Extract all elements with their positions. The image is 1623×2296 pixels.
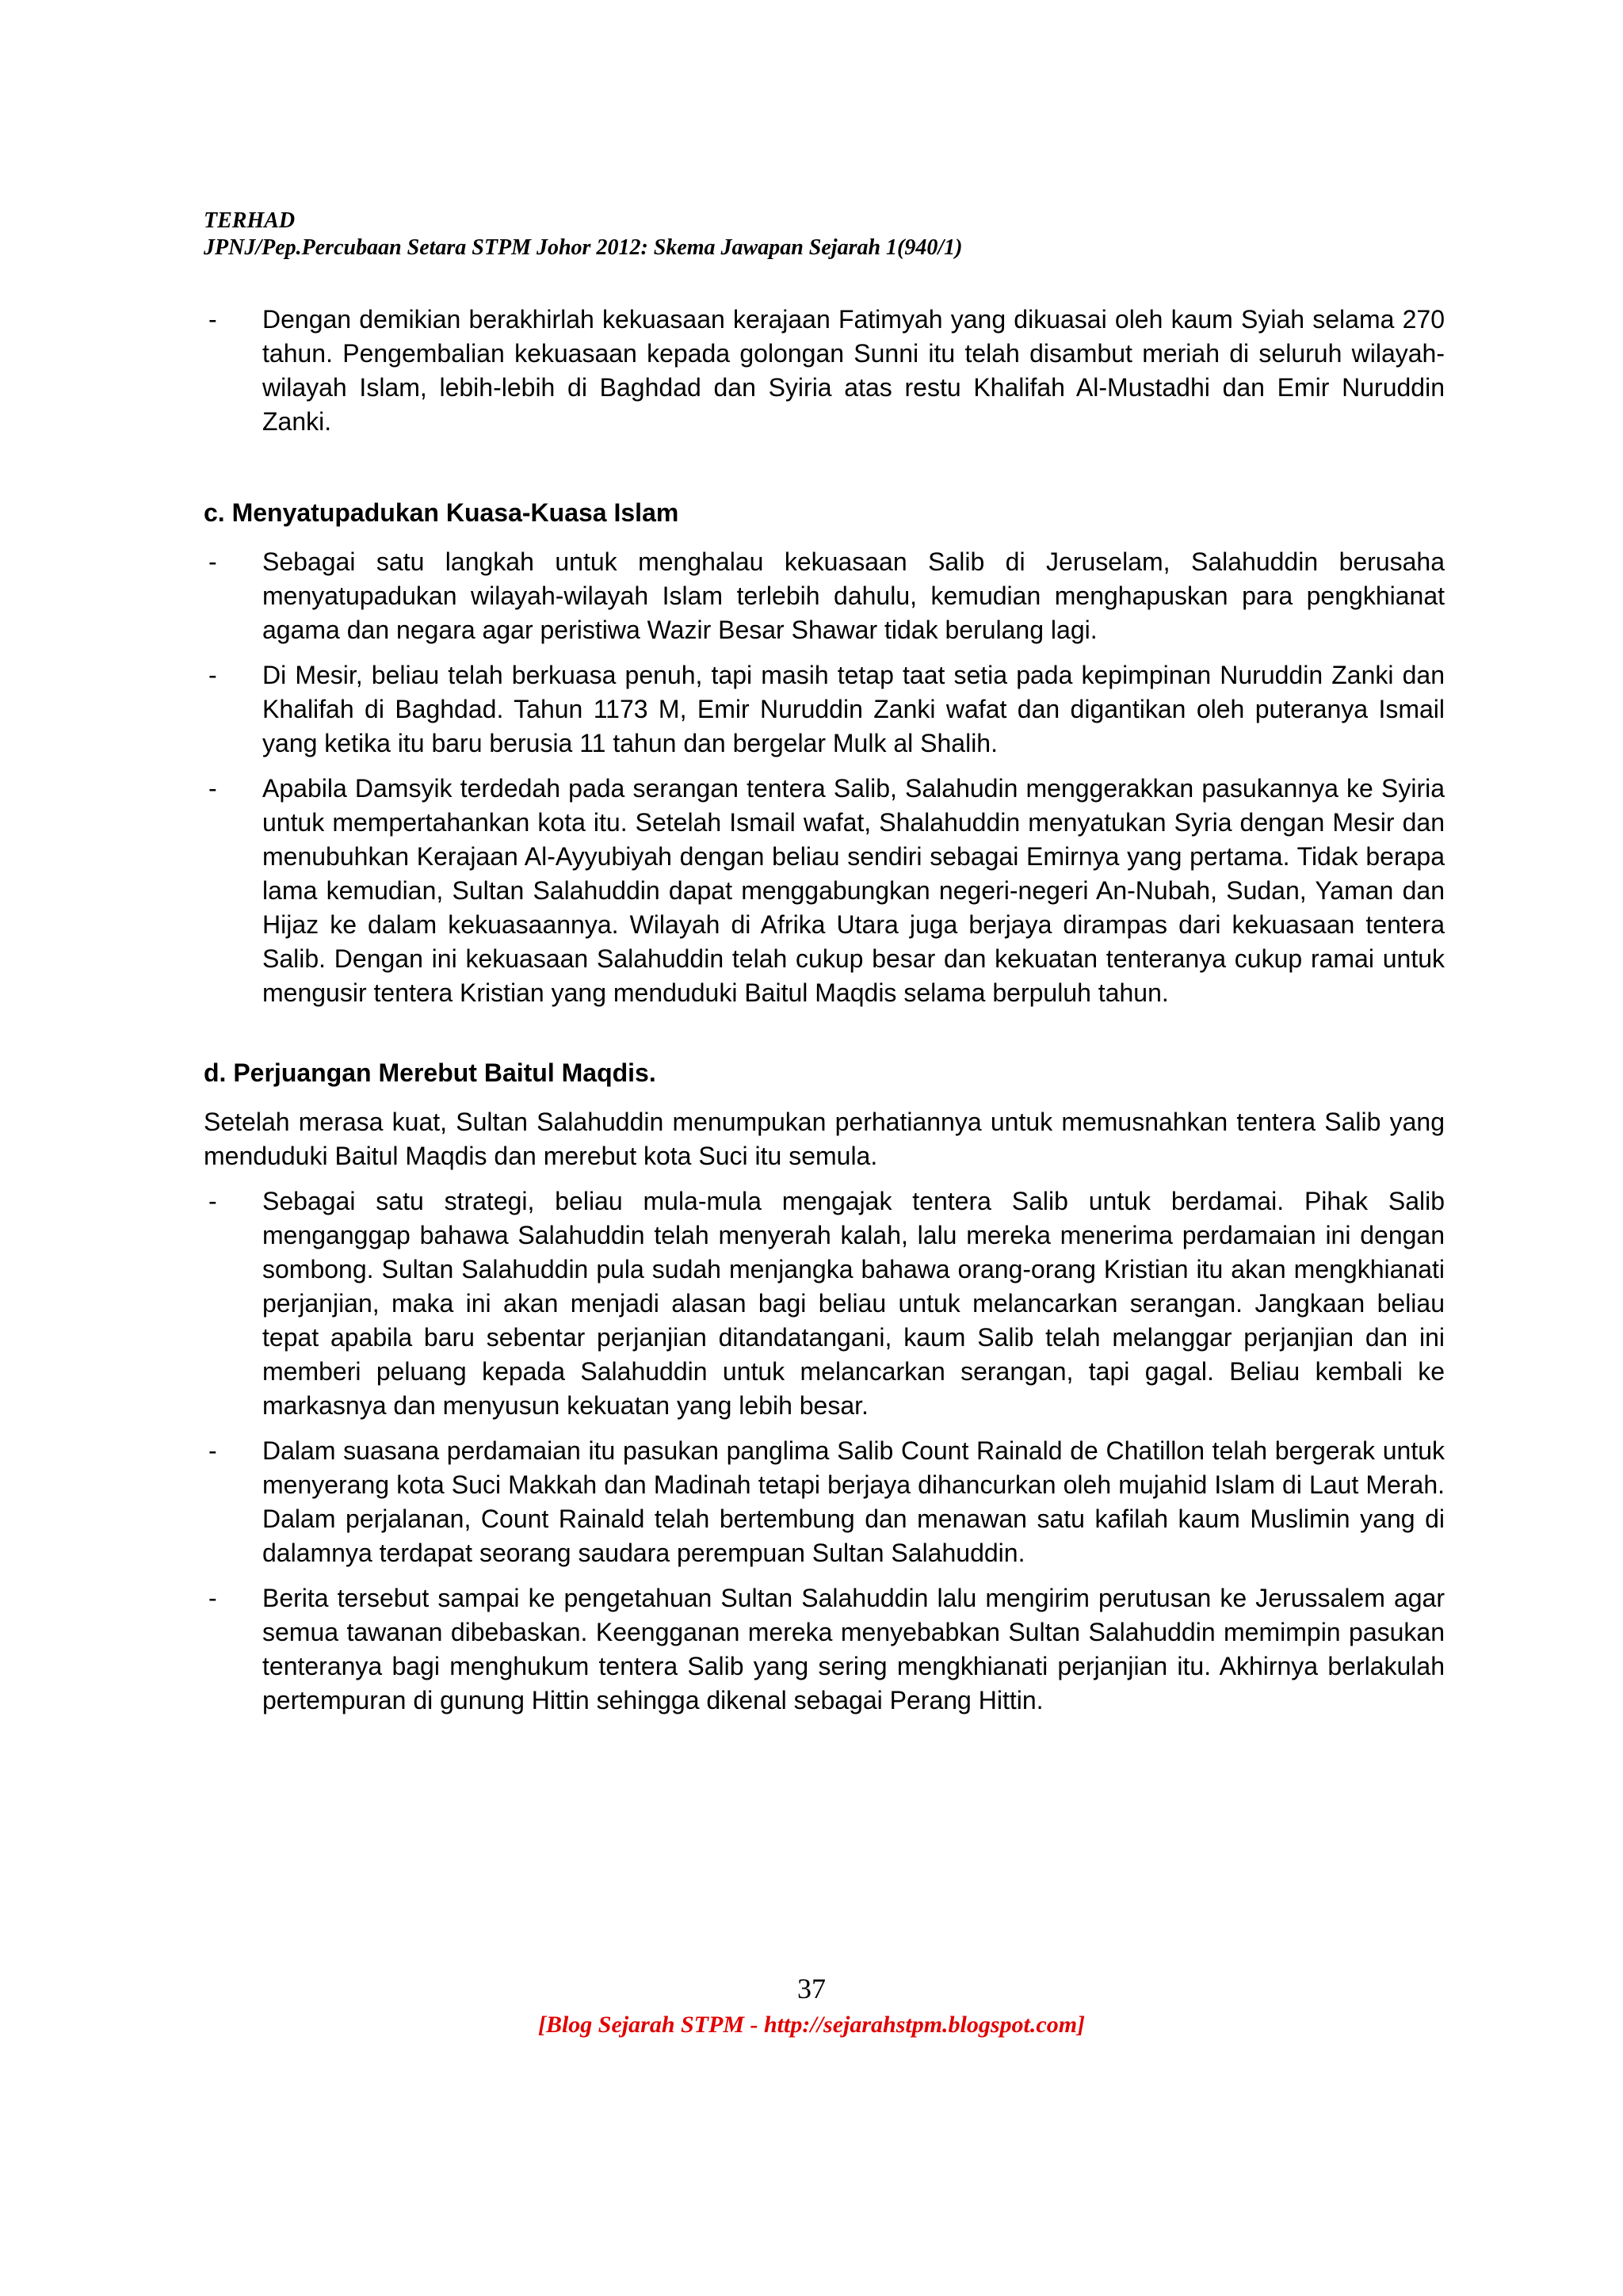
bullet-dash: - xyxy=(208,1584,217,1612)
bullet-text: Sebagai satu langkah untuk menghalau kekuasaan Salib di Jeruselam, Salahuddin berusaha menyatupadukan wilayah-wilayah Islam terlebih dahulu, kemudian menghapuskan para pengkhianat agama dan negara agar peristiwa Wazir Besar Shawar tidak berulang lagi. xyxy=(262,547,1445,644)
bullet-dash: - xyxy=(208,305,217,334)
bullet-item xyxy=(204,303,1445,439)
document-subtitle: JPNJ/Pep.Percubaan Setara STPM Johor 2012: Skema Jawapan Sejarah 1(940/1) xyxy=(204,235,963,260)
bullet-dash: - xyxy=(208,774,217,803)
bullet-text: Dengan demikian berakhirlah kekuasaan kerajaan Fatimyah yang dikuasai oleh kaum Syiah selama 270 tahun. Pengembalian kekuasaan kepada golongan Sunni itu telah disambut meriah di seluruh wilayah-wilayah Islam, lebih-lebih di Baghdad dan Syiria atas restu Khalifah Al-Mustadhi dan Emir Nuruddin Zanki. xyxy=(262,305,1445,436)
page-header xyxy=(204,208,962,261)
bullet-text: Apabila Damsyik terdedah pada serangan tentera Salib, Salahudin menggerakkan pasukannya ke Syiria untuk mempertahankan kota itu. Setelah Ismail wafat, Shalahuddin menyatukan Syria dengan Mesir dan menubuhkan Kerajaan Al-Ayyubiyah dengan beliau sendiri sebagai Emirnya yang pertama. Tidak berapa lama kemudian, Sultan Salahuddin dapat menggabungkan negeri-negeri An-Nubah, Sudan, Yaman dan Hijaz ke dalam kekuasaannya. Wilayah di Afrika Utara juga berjaya dirampas dari kekuasaan tentera Salib. Dengan ini kekuasaan Salahuddin telah cukup besar dan kekuatan tenteranya cukup ramai untuk mengusir tentera Kristian yang menduduki Baitul Maqdis selama berpuluh tahun. xyxy=(262,774,1445,1007)
blog-link[interactable]: [Blog Sejarah STPM - http://sejarahstpm.blogspot.com] xyxy=(537,2012,1086,2038)
bullet-item xyxy=(204,772,1445,1010)
classification-label: TERHAD xyxy=(204,208,296,233)
bullet-item xyxy=(204,1581,1445,1718)
page-content xyxy=(204,303,1445,1729)
bullet-item xyxy=(204,545,1445,647)
bullet-dash: - xyxy=(208,1187,217,1215)
bullet-text: Dalam suasana perdamaian itu pasukan panglima Salib Count Rainald de Chatillon telah bergerak untuk menyerang kota Suci Makkah dan Madinah tetapi berjaya dihancurkan oleh mujahid Islam di Laut Merah. Dalam perjalanan, Count Rainald telah bertembung dan menawan satu kafilah kaum Muslimin yang di dalamnya terdapat seorang saudara perempuan Sultan Salahuddin. xyxy=(262,1436,1445,1567)
bullet-item xyxy=(204,1434,1445,1570)
section-d-heading: d. Perjuangan Merebut Baitul Maqdis. xyxy=(204,1058,656,1087)
bullet-dash: - xyxy=(208,1436,217,1465)
bullet-dash: - xyxy=(208,547,217,576)
bullet-item xyxy=(204,658,1445,761)
bullet-dash: - xyxy=(208,661,217,689)
section-c-heading: c. Menyatupadukan Kuasa-Kuasa Islam xyxy=(204,498,679,527)
bullet-text: Berita tersebut sampai ke pengetahuan Sultan Salahuddin lalu mengirim perutusan ke Jerussalem agar semua tawanan dibebaskan. Keengganan mereka menyebabkan Sultan Salahuddin memimpin pasukan tenteranya bagi menghukum tentera Salib yang sering mengkhianati perjanjian itu. Akhirnya berlakulah pertempuran di gunung Hittin sehingga dikenal sebagai Perang Hittin. xyxy=(262,1584,1445,1714)
bullet-text: Sebagai satu strategi, beliau mula-mula mengajak tentera Salib untuk berdamai. Pihak Salib menganggap bahawa Salahuddin telah menyerah kalah, lalu mereka menerima perdamaian ini dengan sombong. Sultan Salahuddin pula sudah menjangka bahawa orang-orang Kristian itu akan mengkhianati perjanjian, maka ini akan menjadi alasan bagi beliau untuk melancarkan serangan. Jangkaan beliau tepat apabila baru sebentar perjanjian ditandatangani, kaum Salib telah melanggar perjanjian dan ini memberi peluang kepada Salahuddin untuk melancarkan serangan, tapi gagal. Beliau kembali ke markasnya dan menyusun kekuatan yang lebih besar. xyxy=(262,1187,1445,1420)
bullet-item xyxy=(204,1184,1445,1423)
section-d-intro: Setelah merasa kuat, Sultan Salahuddin menumpukan perhatiannya untuk memusnahkan tentera Salib yang menduduki Baitul Maqdis dan merebut kota Suci itu semula. xyxy=(204,1108,1445,1170)
bullet-text: Di Mesir, beliau telah berkuasa penuh, tapi masih tetap taat setia pada kepimpinan Nuruddin Zanki dan Khalifah di Baghdad. Tahun 1173 M, Emir Nuruddin Zanki wafat dan digantikan oleh puteranya Ismail yang ketika itu baru berusia 11 tahun dan bergelar Mulk al Shalih. xyxy=(262,661,1445,757)
page-number: 37 xyxy=(797,1973,826,2004)
